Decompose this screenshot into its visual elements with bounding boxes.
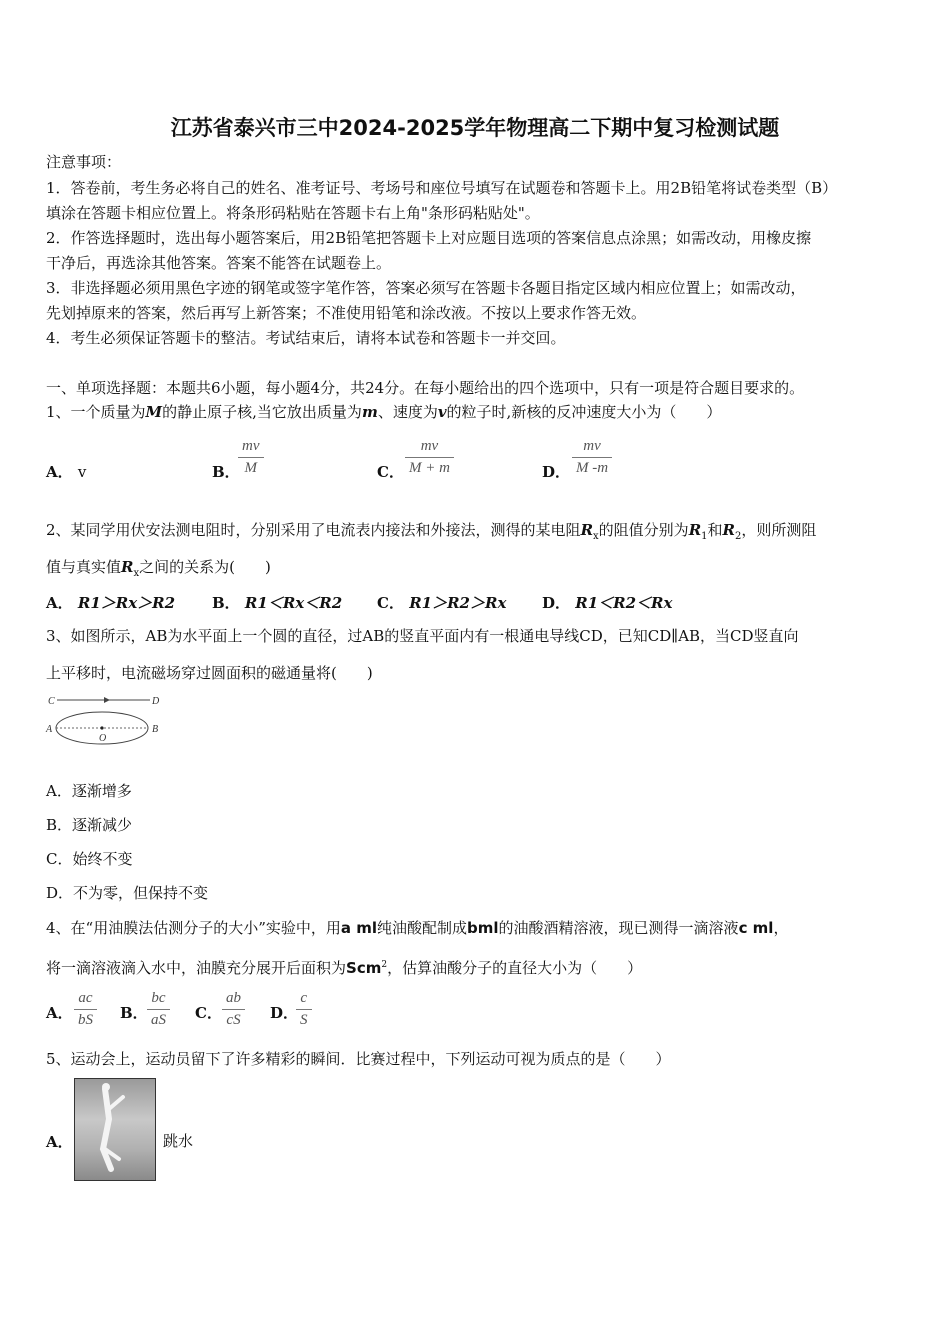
q5-option-a-text: 跳水 bbox=[163, 1132, 194, 1150]
fig-label-c: C bbox=[48, 696, 55, 707]
q2-option-d: D． R1＜R2＜Rx bbox=[542, 594, 673, 612]
diving-photo bbox=[74, 1078, 156, 1181]
current-arrow bbox=[104, 697, 110, 703]
q3-option-d: D．不为零，但保持不变 bbox=[46, 884, 209, 902]
question-2-line1: 2、某同学用伏安法测电阻时，分别采用了电流表内接法和外接法，测得的某电阻$R_x$的阻值分别为$R_1$和$R_2$，则所测阻 bbox=[46, 521, 817, 542]
notice-line: 干净后，再选涂其他答案。答案不能答在试题卷上。 bbox=[46, 254, 392, 272]
q1-option-a: A． v bbox=[46, 463, 87, 481]
question-4-line1: 4、在“用油膜法估测分子的大小”实验中，用a ml纯油酸配制成bml的油酸酒精溶液，现已测得一滴溶液c ml， bbox=[46, 919, 789, 937]
question-5-stem: 5、运动会上，运动员留下了许多精彩的瞬间．比赛过程中，下列运动可视为质点的是（ ） bbox=[46, 1050, 671, 1068]
q4-option-b-label: B． bbox=[120, 1004, 148, 1022]
q4-option-c-fraction: ab cS bbox=[222, 990, 245, 1029]
fig-label-a: A bbox=[46, 724, 53, 735]
notice-line: 填涂在答题卡相应位置上。将条形码粘贴在答题卡右上角"条形码粘贴处"。 bbox=[46, 204, 540, 222]
q1-option-c-fraction: mv M + m bbox=[405, 438, 454, 477]
question-1-stem: 1、一个质量为M的静止原子核,当它放出质量为m、速度为v的粒子时,新核的反冲速度大小为（ ） bbox=[46, 403, 722, 421]
notice-line: 1．答卷前，考生务必将自己的姓名、准考证号、考场号和座位号填写在试题卷和答题卡上。用2B铅笔将试卷类型（B） bbox=[46, 179, 838, 197]
question-2-line2: 值与真实值$R_x$之间的关系为( ) bbox=[46, 558, 271, 579]
q5-option-a-label: A． bbox=[46, 1133, 73, 1151]
fig-label-d: D bbox=[152, 696, 160, 707]
page-title: 江苏省泰兴市三中2024-2025学年物理高二下期中复习检测试题 bbox=[170, 116, 780, 140]
notice-line: 4．考生必须保证答题卡的整洁。考试结束后，请将本试卷和答题卡一并交回。 bbox=[46, 329, 566, 347]
notice-line: 先划掉原来的答案，然后再写上新答案；不准使用铅笔和涂改液。不按以上要求作答无效。 bbox=[46, 304, 647, 322]
q4-option-c-label: C． bbox=[195, 1004, 222, 1022]
q1-option-b-label: B． bbox=[212, 463, 240, 481]
q2-option-c: C． R1＞R2＞Rx bbox=[377, 594, 507, 612]
q4-option-d-label: D． bbox=[270, 1004, 299, 1022]
notice-line: 3．非选择题必须用黑色字迹的钢笔或签字笔作答，答案必须写在答题卡各题目指定区域内相应位置上；如需改动， bbox=[46, 279, 806, 297]
notice-line: 2．作答选择题时，选出每小题答案后，用2B铅笔把答题卡上对应题目选项的答案信息点涂黑；如需改动，用橡皮擦 bbox=[46, 229, 812, 247]
fig-label-b: B bbox=[152, 724, 159, 735]
q3-option-c: C．始终不变 bbox=[46, 850, 133, 868]
notice-heading: 注意事项： bbox=[46, 153, 122, 171]
q1-option-d-label: D． bbox=[542, 463, 571, 481]
q1-option-c-label: C． bbox=[377, 463, 404, 481]
fig-label-o: O bbox=[99, 733, 107, 744]
q4-option-a-label: A． bbox=[46, 1004, 73, 1022]
q2-option-a: A． R1＞Rx＞R2 bbox=[46, 594, 176, 612]
q1-option-d-fraction: mv M -m bbox=[572, 438, 612, 477]
q2-option-b: B． R1＜Rx＜R2 bbox=[212, 594, 343, 612]
q4-option-b-fraction: bc aS bbox=[147, 990, 170, 1029]
question-4-line2: 将一滴溶液滴入水中，油膜充分展开后面积为Scm$^2$，估算油酸分子的直径大小为（ ） bbox=[46, 959, 643, 977]
center-point bbox=[100, 726, 103, 729]
q3-option-a: A．逐渐增多 bbox=[46, 782, 132, 800]
question-3-line2: 上平移时，电流磁场穿过圆面积的磁通量将( ) bbox=[46, 664, 373, 682]
q3-option-b: B．逐渐减少 bbox=[46, 816, 133, 834]
diver-figure bbox=[75, 1079, 155, 1180]
question-3-line1: 3、如图所示，AB为水平面上一个圆的直径，过AB的竖直平面内有一根通电导线CD，已知CD∥AB，当CD竖直向 bbox=[46, 627, 799, 645]
q4-option-a-fraction: ac bS bbox=[74, 990, 97, 1029]
q3-figure bbox=[44, 690, 174, 746]
q4-option-d-fraction: c S bbox=[296, 990, 312, 1029]
q1-option-b-fraction: mv M bbox=[238, 438, 264, 477]
section-heading: 一、单项选择题：本题共6小题，每小题4分，共24分。在每小题给出的四个选项中，只有一项是符合题目要求的。 bbox=[46, 379, 805, 397]
